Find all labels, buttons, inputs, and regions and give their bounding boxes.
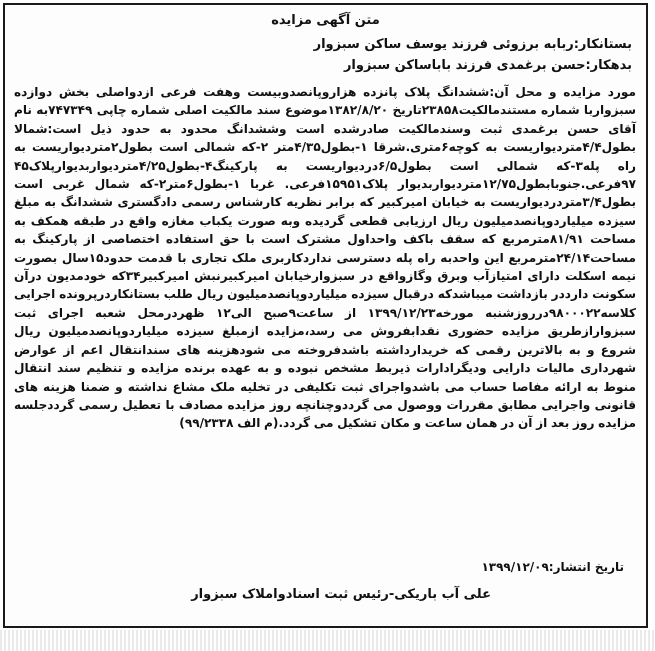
notice-body: مورد مزایده و محل آن:ششدانگ پلاک پانزده هزاروپانصدوبیست وهفت فرعی ازدواصلی بخش دوازده سبزواربا شماره مستندمالکیت۲۳۸۵۸تاریخ ۱۳۸۲/۸/۲۰موضوع سند مالکیت اصلی شماره چاپی ۷۴۷۳۴۹به نام آقای حسن برغمدی ثبت وسندمالکیت صادرشده است وششدانگ محدود به حدود ذیل است:شمالا بطول۴/۴متردیواریست به کوچه۶متری.شرقا ۱-بطول۴/۳۵متر ۲-که شمالی است بطول۲متردیواریست به راه پله۳-که شمالی است بطول۶/۵دردیواریست به پارکینگ۴-بطول۴/۲۵متردیواربدیوارپلاک۴۵ ۹۷فرعی.جنوبابطول۱۲/۷۵متردیواربدیوار پلاک۱۵۹۵۱فرعی. غربا ۱-بطول۶متر۲-که شمال غربی است بطول۳/۴متردردیواریست به خیابان امیرکبیر که برابر نظریه کارشناس رسمی دادگستری ششدانگ به مبلغ سیزده میلیاردوپانصدمیلیون ریال ارزیابی قطعی گردیده وبه صورت یکباب مغازه واقع در طبقه همکف به مساحت ۸۱/۹۱مترمربع که سقف باکف واحداول مشترک است با حق استفاده اختصاصی از پارکینگ به مساحت۲۴/۱۴مترمربع این واحدبه راه پله دسترسی نداردکاربری ملک تجاری با قدمت حدود۱۵سال بصورت نیمه اسکلت دارای امتیازآب وبرق وگازواقع در سبزوارخیابان امیرکبیرنبش امیرکبیر۳۴که خودمدیون درآن سکونت دارددر بازداشت میباشدکه درقبال سیزده میلیاردوپانصدمیلیون ریال طلب بستانکاردرپرونده اجرایی کلاسه۹۸۰۰۰۲۲درروزشنبه مورخه۱۳۹۹/۱۲/۲۳ از ساعت۹صبح الی۱۲ ظهردرمحل شعبه اجرای ثبت سبزوارازطریق مزایده حضوری نقدابفروش می رسد،مزایده ازمبلغ سیزده میلیاردوپانصدمیلیون ریال شروع و به بالاترین رقمی که خریدارداشته باشدفروخته می شودهزینه های سندانتقال اعم از عوارض شهرداری مالیات دارایی ودیگرادارات ذیربط مشخص نبوده و به عهده برنده مزایده و تنظیم سند انتقال منوط به ارائه مفاصا حساب می باشدواجرای ثبت تکلیفی در تخلیه ملک مشاع نداشته و ضمنا هزینه های قانونی واجرایی مطابق مقررات ووصول می گرددوچنانچه روز مزایده مصادف با تعطیل رسمی گرددجلسه مزایده روز بعد از آن در همان ساعت و مکان تشکیل می گردد.(م الف ۹۹/۲۳۳۸) [14,85,636,431]
signature-line: علی آب باریکی-رئیس ثبت اسنادواملاک سبزوار [191,587,491,602]
creditor-line: بستانکار:ربابه برزوئی فرزند یوسف ساکن سبزوار [313,37,632,52]
publish-date: تاریخ انتشار:۱۳۹۹/۱۲/۰۹ [481,560,624,574]
debtor-line: بدهکار:حسن برغمدی فرزند باباساکن سبزوار [343,58,632,73]
notice-border [3,3,648,628]
scan-edge [0,630,655,651]
notice-title: متن آگهی مزایده [271,13,380,28]
